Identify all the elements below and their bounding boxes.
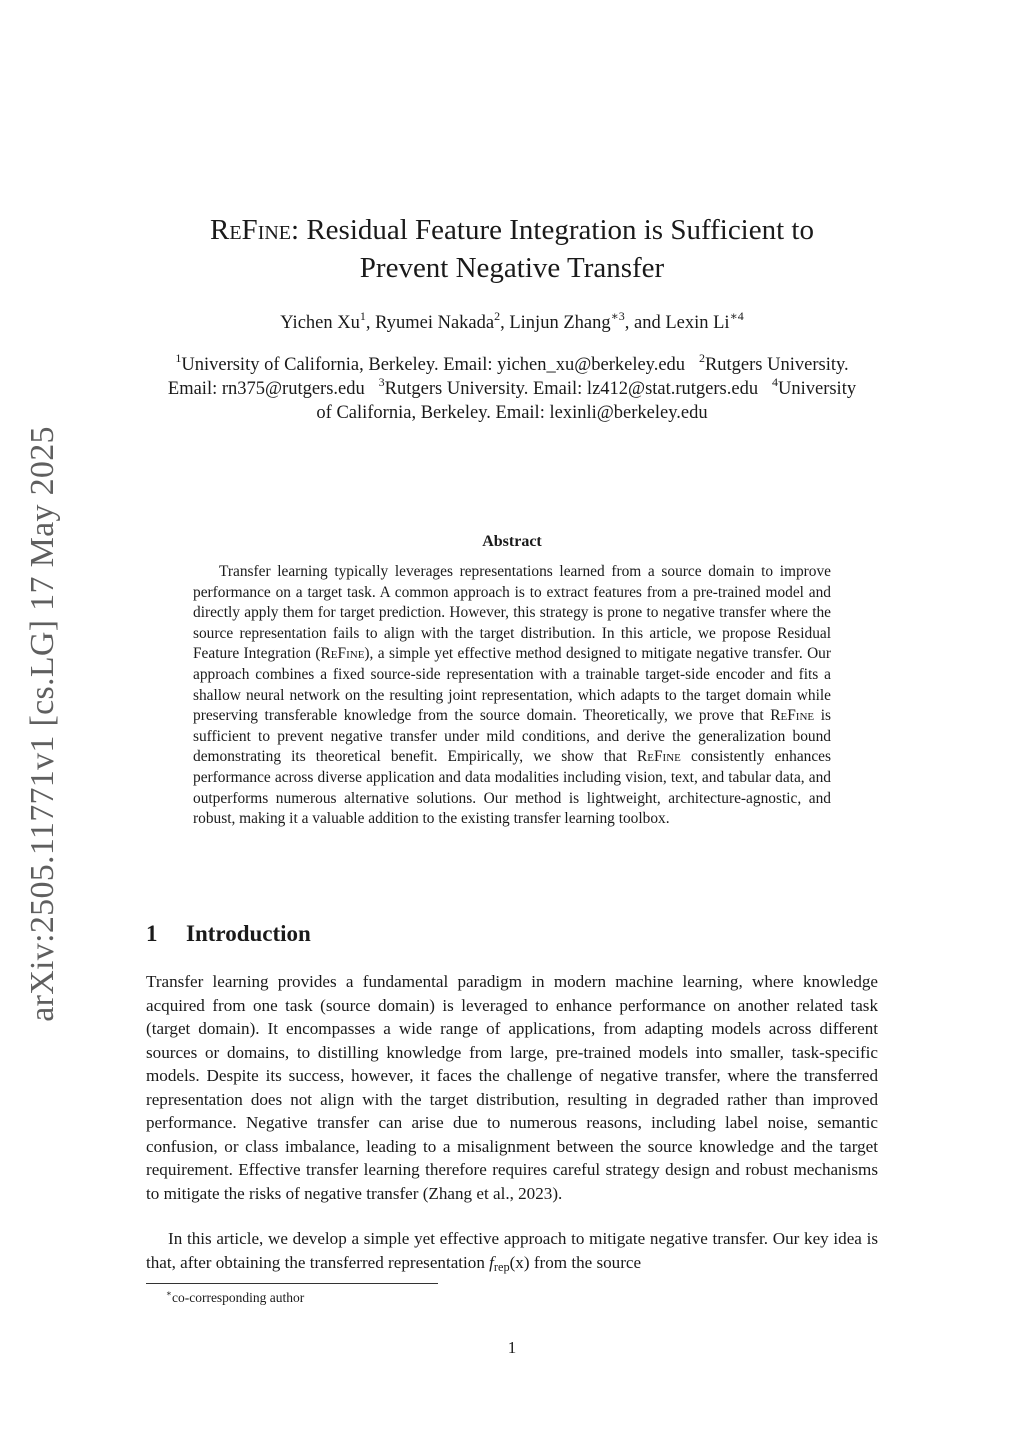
author-separator: , xyxy=(500,313,510,333)
affiliation-text: Rutgers University. Email: rn375@rutgers.edu xyxy=(167,355,849,399)
footnote-mark: ∗ xyxy=(166,1287,172,1298)
title-line2: Prevent Negative Transfer xyxy=(359,252,665,284)
section-heading-introduction xyxy=(146,921,311,947)
math-symbol: f xyxy=(489,1252,494,1272)
intro-paragraph-1: Transfer learning provides a fundamental paradigm in modern machine learning, where knowledge acquired from one task (source domain) is leveraged to enhance performance on another related task (target domain). It encompasses a wide range of applications, from adapting models across different sources or domains, to distilling knowledge from large, pre-trained models into smaller, task-specific models. Despite its success, however, it faces the challenge of negative transfer, where the transferred representation does not align with the target distribution, resulting in degraded rather than improved performance. Negative transfer can arise due to numerous reasons, including label noise, semantic confusion, or class imbalance, leading to a misalignment between the source knowledge and the target requirement. Effective transfer learning therefore requires careful strategy design and robust mechanisms to mitigate the risks of negative transfer (Zhang et al., 2023). xyxy=(146,972,878,1203)
affiliation-text: University of California, Berkeley. Email: lexinli@berkeley.edu xyxy=(316,379,857,423)
footnote-text: co-corresponding author xyxy=(171,1290,305,1305)
abstract-heading: Abstract xyxy=(482,533,542,550)
abstract-text: is sufficient to prevent negative transfer under mild conditions, and derive the generalization bound demonstrating its theoretical benefit. Empirically, we show that xyxy=(193,707,831,766)
affiliation-mark: 3 xyxy=(378,374,385,389)
intro-p2-text-end: from the source xyxy=(529,1252,642,1272)
page-number: 1 xyxy=(507,1338,517,1357)
abstract-method-name: ReFine xyxy=(636,748,681,766)
math-subscript: rep xyxy=(493,1259,510,1274)
author-mark: 2 xyxy=(494,308,501,323)
math-f-rep xyxy=(489,1253,529,1272)
abstract-text: consistently enhances performance across diverse application and data modalities including vision, text, and tabular data, and outperforms numerous alternative solutions. Our method is lightweight, architecture-agnostic, and robust, making it a valuable addition to the existing transfer learning toolbox. xyxy=(193,748,831,828)
paper-title xyxy=(160,211,864,287)
affiliation-mark: 4 xyxy=(771,374,778,389)
section-title: Introduction xyxy=(186,921,311,946)
abstract-text: ), a simple yet effective method designed to mitigate negative transfer. Our approach combines a fixed source-side representation with a trainable target-side encoder and fits a shallow neural network on the resulting joint representation, which adapts to the target domain while preserving transferable knowledge from the source domain. Theoretically, we prove that xyxy=(193,645,832,725)
abstract-method-name: ReFine xyxy=(320,645,365,663)
abstract-text: Transfer learning typically leverages representations learned from a source domain to improve performance on a target task. A common approach is to extract features from a pre-trained model and directly apply them for target prediction. However, this strategy is prone to negative transfer where the source representation fails to align with the target distribution. In this article, we propose Residual Feature Integration ( xyxy=(193,563,831,663)
author-list xyxy=(160,308,864,335)
section-number: 1 xyxy=(146,921,158,946)
author-mark: ∗3 xyxy=(610,308,625,323)
footnote xyxy=(166,1289,304,1306)
title-method-name: ReFine xyxy=(210,214,292,246)
author-name: Linjun Zhang xyxy=(509,313,611,333)
author-name: Ryumei Nakada xyxy=(375,313,495,333)
author-name: Yichen Xu xyxy=(280,313,360,333)
author-separator: , xyxy=(365,313,376,333)
author-name: Lexin Li xyxy=(665,313,730,333)
title-line1-rest: : Residual Feature Integration is Sufficient to xyxy=(291,214,814,246)
abstract-method-name: ReFine xyxy=(770,707,815,725)
affiliation-text: Rutgers University. Email: lz412@stat.rutgers.edu xyxy=(384,379,759,399)
intro-p2-text: In this article, we develop a simple yet effective approach to mitigate negative transfer. Our key idea is that, after obtaining the transferred representation xyxy=(146,1229,878,1272)
affiliation-mark: 1 xyxy=(175,350,182,365)
author-separator: , and xyxy=(624,313,666,333)
footnote-divider xyxy=(146,1283,438,1284)
affiliation-text: University of California, Berkeley. Email: yichen_xu@berkeley.edu xyxy=(181,355,686,375)
affiliation-list xyxy=(160,350,864,425)
intro-paragraph-2 xyxy=(146,1227,878,1279)
math-argument: (x) xyxy=(509,1252,530,1272)
abstract-body xyxy=(193,562,831,830)
author-mark: ∗4 xyxy=(729,308,744,323)
affiliation-mark: 2 xyxy=(698,350,705,365)
arxiv-identifier: arXiv:2505.11771v1 [cs.LG] 17 May 2025 xyxy=(24,426,61,1022)
author-mark: 1 xyxy=(359,308,366,323)
